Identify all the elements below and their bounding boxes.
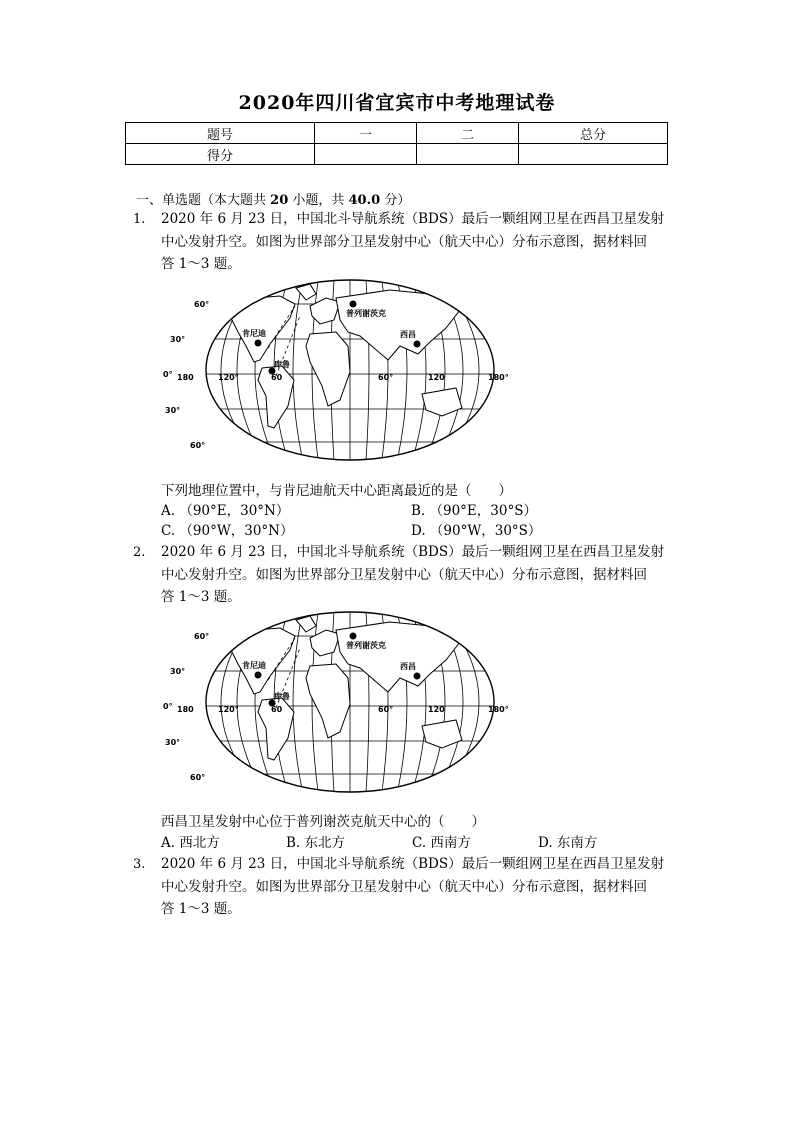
station-label-plesetsk: 普列谢茨克 — [346, 309, 386, 318]
score-header-cell: 题号 — [126, 123, 315, 144]
option-b[interactable]: B. （90°E，30°S） — [411, 503, 537, 519]
option-b[interactable]: B. 东北方 — [286, 835, 346, 851]
score-cell — [519, 144, 668, 165]
lat-label: 60° — [190, 441, 206, 450]
score-row-label: 得分 — [126, 144, 315, 165]
lon-label: 120° — [218, 705, 239, 714]
lon-label: 180° — [488, 705, 509, 714]
question-stem-line: 2020 年 6 月 23 日，中国北斗导航系统（BDS）最后一颗组网卫星在西昌卫星发射 — [161, 856, 665, 872]
lon-label: 180 — [177, 705, 194, 714]
lon-label: 180 — [177, 373, 194, 382]
score-header-cell: 二 — [417, 123, 519, 144]
station-label-kennedy: 肯尼迪 — [242, 661, 266, 670]
section-note-open: （本大题共 — [201, 193, 271, 208]
lat-label: 30° — [170, 667, 186, 676]
question-stem-line: 答 1～3 题。 — [161, 256, 241, 272]
lat-label: 30° — [165, 406, 181, 415]
lon-label: 60 — [271, 373, 283, 382]
plesetsk-marker — [350, 633, 357, 640]
station-label-kourou: 库鲁 — [274, 360, 290, 369]
question-number: 1. — [133, 212, 146, 227]
score-cell — [315, 144, 417, 165]
question-stem-line: 中心发射升空。如图为世界部分卫星发射中心（航天中心）分布示意图，据材料回 — [161, 567, 647, 583]
continents — [230, 284, 462, 428]
option-a[interactable]: A. （90°E，30°N） — [161, 503, 290, 519]
continents — [230, 616, 462, 760]
question-text: 下列地理位置中，与肯尼迪航天中心距离最近的是（ ） — [161, 483, 512, 499]
score-cell — [417, 144, 519, 165]
lon-label: 180° — [488, 373, 509, 382]
section-points: 40.0 — [348, 193, 381, 208]
option-a[interactable]: A. 西北方 — [161, 835, 220, 851]
question-stem-line: 2020 年 6 月 23 日，中国北斗导航系统（BDS）最后一颗组网卫星在西昌卫星发射 — [161, 211, 665, 227]
section-label: 一、单选题 — [136, 193, 202, 208]
lat-label: 60° — [190, 773, 206, 782]
station-label-plesetsk: 普列谢茨克 — [346, 641, 386, 650]
map-svg — [160, 276, 515, 466]
section-note-close: 分） — [380, 193, 411, 208]
score-table-score-row — [126, 144, 668, 165]
option-c[interactable]: C. （90°W，30°N） — [161, 523, 294, 539]
question-stem-line: 2020 年 6 月 23 日，中国北斗导航系统（BDS）最后一颗组网卫星在西昌卫星发射 — [161, 544, 665, 560]
question-text: 西昌卫星发射中心位于普列谢茨克航天中心的（ ） — [161, 814, 485, 830]
score-table — [125, 122, 668, 165]
lat-label: 0° — [163, 702, 173, 711]
lon-label: 60° — [378, 705, 394, 714]
station-label-xichang: 西昌 — [400, 330, 416, 339]
kennedy-marker — [255, 340, 262, 347]
xichang-marker — [414, 341, 421, 348]
lon-label: 120 — [428, 373, 445, 382]
score-table-header-row — [126, 123, 668, 144]
question-number: 2. — [133, 545, 146, 560]
question-stem-line: 答 1～3 题。 — [161, 901, 241, 917]
lat-label: 0° — [163, 370, 173, 379]
lat-label: 60° — [194, 300, 210, 309]
section-count: 20 — [270, 193, 289, 208]
question-number: 3. — [133, 857, 146, 872]
map-svg — [160, 608, 515, 798]
page-title: 2020年四川省宜宾市中考地理试卷 — [238, 92, 556, 114]
option-c[interactable]: C. 西南方 — [412, 835, 471, 851]
lat-label: 30° — [165, 738, 181, 747]
lon-label: 60 — [271, 705, 283, 714]
world-map-figure — [160, 608, 515, 798]
question-stem-line: 中心发射升空。如图为世界部分卫星发射中心（航天中心）分布示意图，据材料回 — [161, 234, 647, 250]
station-label-kennedy: 肯尼迪 — [242, 329, 266, 338]
station-label-kourou: 库鲁 — [274, 692, 290, 701]
lon-label: 60° — [378, 373, 394, 382]
world-map-figure — [160, 276, 515, 466]
kennedy-marker — [255, 672, 262, 679]
option-d[interactable]: D. 东南方 — [538, 835, 598, 851]
score-header-cell: 一 — [315, 123, 417, 144]
xichang-marker — [414, 673, 421, 680]
score-header-cell: 总分 — [519, 123, 668, 144]
option-d[interactable]: D. （90°W，30°S） — [411, 523, 542, 539]
section-note-mid: 小题，共 — [288, 193, 349, 208]
question-stem-line: 中心发射升空。如图为世界部分卫星发射中心（航天中心）分布示意图，据材料回 — [161, 879, 647, 895]
plesetsk-marker — [350, 301, 357, 308]
lon-label: 120° — [218, 373, 239, 382]
question-stem-line: 答 1～3 题。 — [161, 589, 241, 605]
lon-label: 120 — [428, 705, 445, 714]
lat-label: 30° — [170, 335, 186, 344]
lat-label: 60° — [194, 632, 210, 641]
station-label-xichang: 西昌 — [400, 662, 416, 671]
section-heading — [136, 189, 410, 208]
